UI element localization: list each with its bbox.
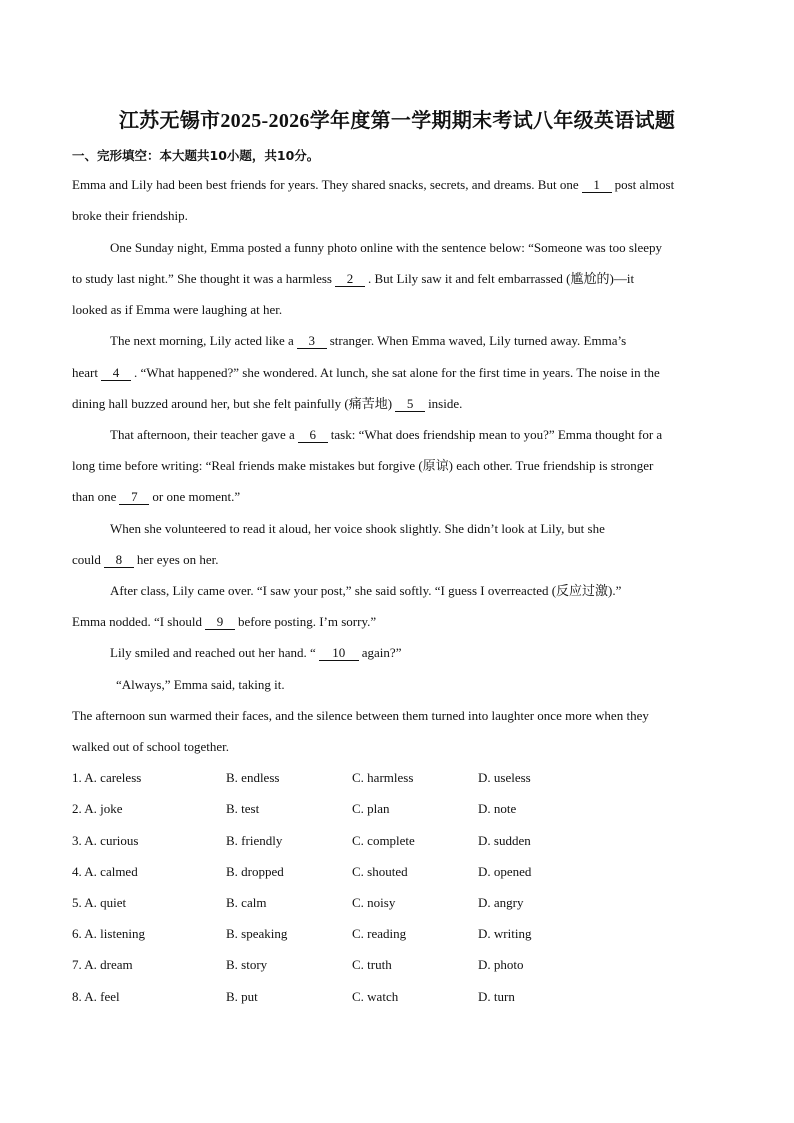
option-b: B. speaking	[226, 926, 288, 941]
option-c: C. watch	[352, 989, 399, 1004]
passage-line	[110, 644, 770, 662]
page-title: 江苏无锡市2025-2026学年度第一学期期末考试八年级英语试题	[118, 110, 676, 132]
option-d: D. note	[478, 801, 517, 816]
option-row	[72, 988, 672, 1006]
option-a: 5. A. quiet	[72, 895, 127, 910]
option-row	[72, 769, 672, 787]
passage-line	[110, 332, 770, 350]
passage-text: task: “What does friendship mean to you?” Emma thought for a	[330, 427, 663, 442]
passage-line	[72, 364, 732, 382]
option-c: C. plan	[352, 801, 390, 816]
passage-line: When she volunteered to read it aloud, her voice shook slightly. She didn’t look at Lily, but she	[110, 521, 605, 536]
option-c: C. shouted	[352, 864, 408, 879]
blank-7: 7	[119, 490, 149, 505]
blank-4: 4	[101, 366, 131, 381]
option-a: 2. A. joke	[72, 801, 123, 816]
option-c: C. harmless	[352, 770, 414, 785]
option-c: C. reading	[352, 926, 407, 941]
passage-text: again?”	[361, 645, 402, 660]
option-d: D. photo	[478, 957, 524, 972]
option-c: C. noisy	[352, 895, 396, 910]
option-d: D. angry	[478, 895, 524, 910]
option-d: D. sudden	[478, 833, 531, 848]
passage-text: Emma nodded. “I should	[72, 614, 202, 629]
passage-line	[72, 270, 732, 288]
blank-10: 10	[319, 646, 359, 661]
blank-3: 3	[297, 334, 327, 349]
option-d: D. opened	[478, 864, 532, 879]
passage-text: or one moment.”	[152, 489, 241, 504]
option-b: B. calm	[226, 895, 267, 910]
option-a: 3. A. curious	[72, 833, 139, 848]
option-b: B. test	[226, 801, 260, 816]
option-d: D. writing	[478, 926, 532, 941]
section-heading: 一、完形填空：本大题共10小题，共10分。	[72, 148, 320, 163]
passage-line	[72, 176, 732, 194]
option-c: C. truth	[352, 957, 392, 972]
passage-text: post almost	[614, 177, 675, 192]
blank-8: 8	[104, 553, 134, 568]
passage-line: The afternoon sun warmed their faces, and the silence between them turned into laughter once more when they	[72, 708, 649, 723]
option-row	[72, 863, 672, 881]
passage-text: than one	[72, 489, 117, 504]
passage-line	[72, 488, 732, 506]
passage-text: her eyes on her.	[136, 552, 219, 567]
option-a: 7. A. dream	[72, 957, 133, 972]
passage-text: to study last night.” She thought it was a harmless	[72, 271, 332, 286]
passage-line: broke their friendship.	[72, 208, 188, 223]
passage-line	[72, 395, 732, 413]
passage-line	[110, 426, 770, 444]
option-b: B. dropped	[226, 864, 284, 879]
option-b: B. story	[226, 957, 268, 972]
passage-text: could	[72, 552, 101, 567]
option-c: C. complete	[352, 833, 415, 848]
passage-text: before posting. I’m sorry.”	[237, 614, 377, 629]
blank-1: 1	[582, 178, 612, 193]
blank-2: 2	[335, 272, 365, 287]
passage-text: Emma and Lily had been best friends for years. They shared snacks, secrets, and dreams. But one	[72, 177, 579, 192]
option-row	[72, 956, 672, 974]
option-b: B. endless	[226, 770, 280, 785]
option-a: 4. A. calmed	[72, 864, 138, 879]
passage-text: inside.	[428, 396, 463, 411]
option-a: 8. A. feel	[72, 989, 120, 1004]
passage-text: Lily smiled and reached out her hand. “	[110, 645, 316, 660]
option-d: D. useless	[478, 770, 531, 785]
option-row	[72, 832, 672, 850]
option-row	[72, 894, 672, 912]
passage-line: looked as if Emma were laughing at her.	[72, 302, 283, 317]
passage-text: stranger. When Emma waved, Lily turned away. Emma’s	[329, 333, 627, 348]
option-b: B. friendly	[226, 833, 283, 848]
option-row	[72, 800, 672, 818]
passage-line: After class, Lily came over. “I saw your post,” she said softly. “I guess I overreacted (反应过激).”	[110, 583, 622, 598]
passage-line: long time before writing: “Real friends make mistakes but forgive (原谅) each other. True friendship is stronger	[72, 458, 654, 473]
option-d: D. turn	[478, 989, 515, 1004]
passage-text: heart	[72, 365, 98, 380]
passage-text: The next morning, Lily acted like a	[110, 333, 294, 348]
passage-text: . “What happened?” she wondered. At lunch, she sat alone for the first time in years. The noise in the	[133, 365, 660, 380]
passage-line: One Sunday night, Emma posted a funny photo online with the sentence below: “Someone was too sleepy	[110, 240, 663, 255]
passage-line	[72, 613, 732, 631]
passage-line	[72, 551, 732, 569]
passage-line: walked out of school together.	[72, 739, 230, 754]
option-row	[72, 925, 672, 943]
passage-text: That afternoon, their teacher gave a	[110, 427, 295, 442]
blank-6: 6	[298, 428, 328, 443]
passage-text: . But Lily saw it and felt embarrassed (尴尬的)—it	[367, 271, 635, 286]
blank-5: 5	[395, 397, 425, 412]
passage-text: dining hall buzzed around her, but she felt painfully (痛苦地)	[72, 396, 393, 411]
option-a: 1. A. careless	[72, 770, 142, 785]
passage-line: “Always,” Emma said, taking it.	[116, 677, 285, 692]
blank-9: 9	[205, 615, 235, 630]
option-b: B. put	[226, 989, 258, 1004]
option-a: 6. A. listening	[72, 926, 145, 941]
